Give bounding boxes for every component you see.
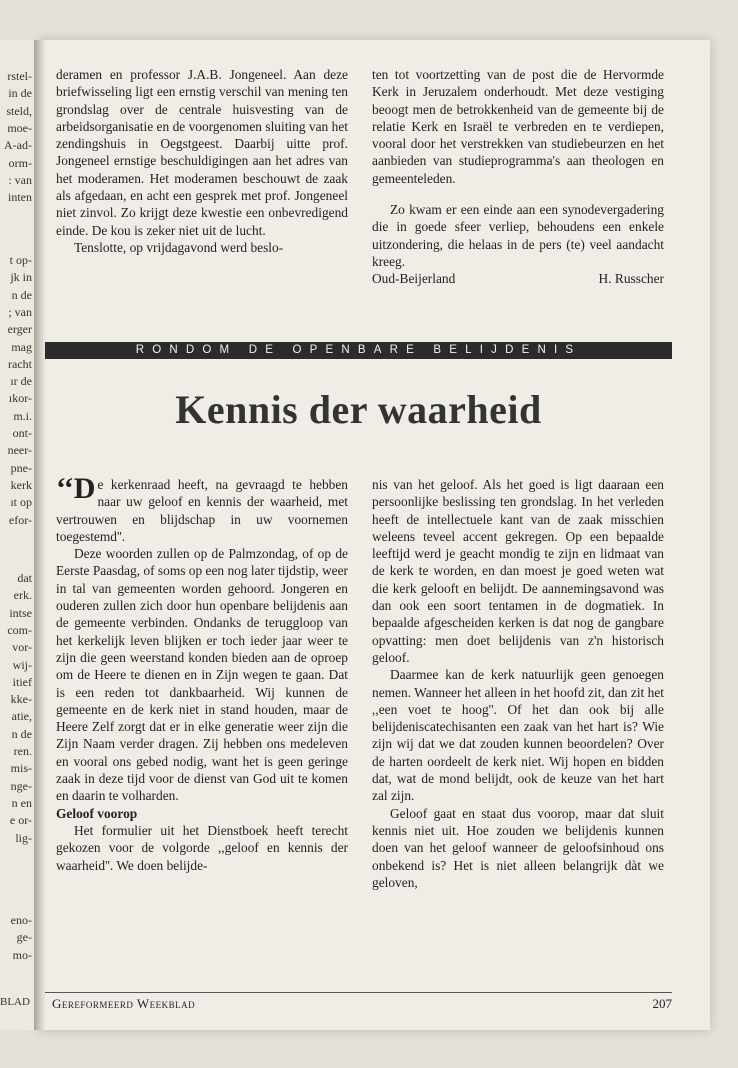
edge-text-fragment: moe- xyxy=(7,120,32,135)
article-headline: Kennis der waarheid xyxy=(175,387,542,432)
body-paragraph: Daarmee kan de kerk natuurlijk geen genoegen nemen. Wanneer het alleen in het hoofd zit, dan zit het ,,een voet te hoog''. Of het dan ook bij alle belijdeniscatechisanten een zaak van het hart is? Wie zijn wij dat we dat zouden kunnen beoordelen? Over de harten oordeelt de kerk niet. Wij hopen en bidden dat, wat de mond belijdt, ook de keuze van het hart zal zijn. xyxy=(372,667,664,804)
edge-text-fragment: A-ad- xyxy=(4,138,32,153)
article-lead xyxy=(56,472,348,545)
body-paragraph: Zo kwam er een einde aan een synodevergadering die in goede sfeer verliep, behoudens een enkele uitzondering, die helaas in de pers (te) veel aandacht kreeg. xyxy=(372,202,664,269)
top-left-column xyxy=(56,66,348,256)
edge-text-fragment: efor- xyxy=(8,512,32,527)
binding-gutter xyxy=(34,40,46,1030)
previous-page-edge xyxy=(0,40,37,1030)
edge-text-fragment: t op- xyxy=(9,253,32,267)
edge-text-fragment: n de xyxy=(11,726,32,741)
page-number: 207 xyxy=(652,996,672,1011)
edge-footer-fragment: BLAD xyxy=(0,996,30,1008)
top-right-column xyxy=(372,66,664,288)
edge-text-fragment: pne- xyxy=(10,460,32,475)
edge-text-fragment: inten xyxy=(8,190,32,205)
lead-text: e kerkenraad heeft, na gevraagd te hebben naar uw geloof en kennis der waarheid, met vertrouwen en blijdschap in uw voornemen toegestemd''. xyxy=(56,477,348,544)
signature-line xyxy=(372,270,664,287)
footer-rule xyxy=(45,992,672,993)
edge-text-fragment: orm- xyxy=(8,155,32,170)
edge-text-fragment: ont- xyxy=(12,426,32,440)
article-left-column xyxy=(56,472,348,874)
edge-text-fragment: kke- xyxy=(10,692,32,707)
edge-text-fragment: dat xyxy=(17,571,32,585)
edge-text-fragment: rstel- xyxy=(7,69,32,83)
body-paragraph: Deze woorden zullen op de Palmzondag, of op de Eerste Paasdag, of soms op een nog later tijdstip, weer in tal van gemeenten worden gehoord. Jongeren en ouderen zullen zich door hun openbare belijdenis aan de gemeente verbinden. Ondanks de teruggloop van het kerkelijk leven blijken er toch ieder jaar weer te zijn die geen weerstand konden bieden aan de oproep om de Heere te dienen en in Zijn wegen te gaan. Dat is een reden tot dankbaarheid. Wij kunnen de gemeente en de kerk niet in stand houden, maar de Heere Zelf zorgt dat er in elke generatie weer zijn die Zijn Naam verder dragen. Zij hebben ons medeleven en vooral ons gebed nodig, want het is geen geringe zaak in deze tijd voor de dienst van God uit te komen en daarin te volharden. xyxy=(56,546,348,804)
edge-text-fragment: ıkor- xyxy=(8,391,32,406)
edge-text-fragment: in de xyxy=(8,86,32,101)
edge-text-fragment: nge- xyxy=(10,778,32,793)
edge-text-fragment: n de xyxy=(11,287,32,302)
body-paragraph: Tenslotte, op vrijdagavond werd beslo- xyxy=(74,239,284,255)
drop-cap xyxy=(56,472,96,505)
edge-text-fragment: : van xyxy=(8,172,32,187)
section-band: RONDOM DE OPENBARE BELIJDENIS xyxy=(45,342,672,359)
article-right-column xyxy=(372,476,664,891)
edge-text-fragment: intse xyxy=(9,605,32,620)
drop-cap-quote: ‘‘ xyxy=(56,472,74,505)
edge-text-fragment: ren. xyxy=(13,744,32,758)
edge-text-fragment: atie, xyxy=(11,709,32,724)
edge-text-fragment: erger xyxy=(7,322,32,337)
publication-name: Gereformeerd Weekblad xyxy=(52,996,196,1011)
edge-text-fragment: eno- xyxy=(10,913,32,927)
signature-place: Oud-Beijerland xyxy=(372,271,456,287)
edge-text-fragment: ; van xyxy=(8,304,32,319)
edge-text-fragment: steld, xyxy=(6,103,32,118)
edge-text-fragment: n en xyxy=(11,795,32,810)
edge-text-fragment: mo- xyxy=(12,947,32,962)
edge-text-fragment: mag xyxy=(11,339,32,354)
body-paragraph: nis van het geloof. Als het goed is ligt daaraan een persoonlijke beslissing ten grondslag. In het verleden heeft de intellectuele kant van de zaak misschien weleens teveel accent gekregen. Op een bepaalde leeftijd werd je geacht mondig te zijn en lidmaat van de kerk te worden, en dan moest je goed weten wat die kerk gelooft en belijdt. De aannemingsavond was dan ook een soort tentamen in de dogmatiek. In bepaalde afgescheiden kerken is dat nog de gangbare opvatting: men doet belijdenis van z'n historisch geloof. xyxy=(372,477,664,665)
body-paragraph: Het formulier uit het Dienstboek heeft terecht gekozen voor de volgorde ,,geloof en kennis der waarheid''. We doen belijde- xyxy=(56,822,348,873)
edge-text-fragment: itief xyxy=(12,674,32,689)
body-paragraph: Geloof gaat en staat dus voorop, maar dat sluit kennis niet uit. Hoe zouden we belijdenis kunnen doen van het geloof wanneer de geloofsinhoud ons onbekend is? Het is niet alleen belangrijk dàt we geloven, xyxy=(372,805,664,890)
edge-text-fragment: erk. xyxy=(13,588,32,603)
edge-text-fragment: vor- xyxy=(12,640,32,655)
body-paragraph: ten tot voortzetting van de post die de Hervormde Kerk in Jeruzalem onderhoudt. Met deze vestiging beoogt men de betrokkenheid van de gemeente bij de relatie Kerk en Israël te verbreden en te verdiepen, vooral door het verstrekken van studiebeurzen en het aanbieden van studieprogramma's aan theologen en gemeenteleden. xyxy=(372,67,664,186)
edge-text-fragment: e or- xyxy=(9,813,32,828)
edge-text-fragment: kerk xyxy=(10,477,32,492)
body-paragraph: deramen en professor J.A.B. Jongeneel. Aan deze briefwisseling ligt een ernstig verschil van mening ten grondslag over de centrale huisvesting van de arbeidsorganisatie en de voorgenomen sluiting van het zendingshuis in Oegstgeest. Daarbij uitte prof. Jongeneel ernstige beschuldigingen aan het adres van het moderamen. Het moderamen beschouwt de zaak als afgedaan, en acht een gesprek met prof. Jongeneel niet zinvol. Zo krijgt deze kwestie een onbevredigend einde. De kou is zeker niet uit de lucht. xyxy=(56,67,348,238)
edge-text-fragment: racht xyxy=(8,356,32,371)
edge-text-fragment: jk in xyxy=(10,270,32,285)
drop-cap-letter: D xyxy=(73,472,96,505)
edge-text-fragment: m.i. xyxy=(13,408,32,423)
edge-text-fragment: lig- xyxy=(15,830,32,845)
edge-text-fragment: neer- xyxy=(7,443,32,458)
edge-text-fragment: com- xyxy=(7,622,32,637)
subheading: Geloof voorop xyxy=(56,805,138,821)
signature-name: H. Russcher xyxy=(598,271,664,287)
edge-text-fragment: ıt op xyxy=(10,495,32,510)
edge-text-fragment: ge- xyxy=(16,930,32,945)
edge-text-fragment: ır de xyxy=(10,374,32,389)
edge-text-fragment: wij- xyxy=(12,657,32,672)
edge-text-fragment: mis- xyxy=(10,761,32,776)
